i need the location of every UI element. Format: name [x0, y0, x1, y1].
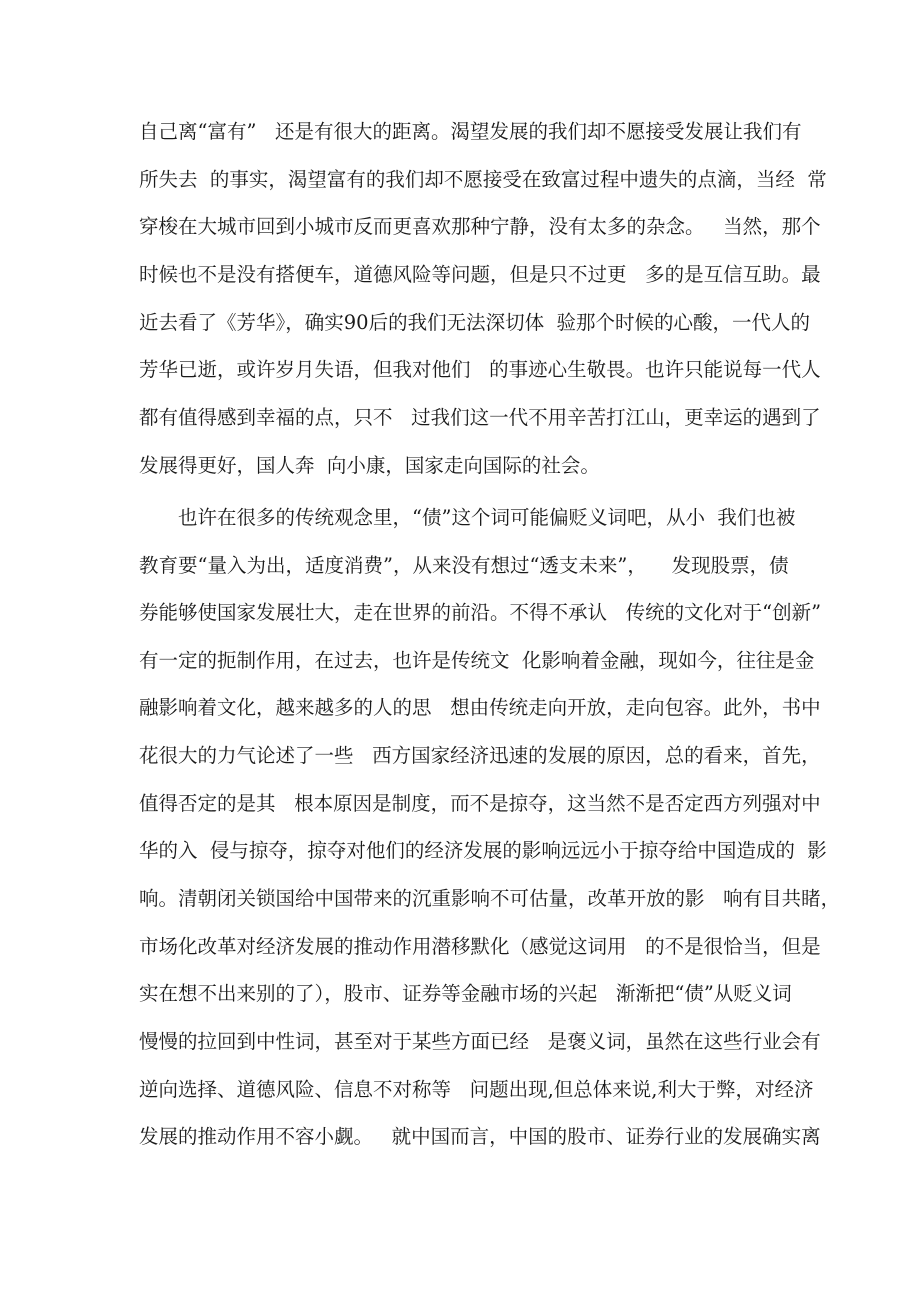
text-line: 发展的推动作用不容小觑。 就中国而言，中国的股市、证券行业的发展确实离: [139, 1125, 821, 1148]
text-line: 时候也不是没有搭便车，道德风险等问题，但是只不过更 多的是互信互助。最: [139, 263, 821, 286]
text-line: 发展得更好，国人奔 向小康，国家走向国际的社会。: [139, 454, 600, 477]
text-line: 有一定的扼制作用，在过去，也许是传统文 化影响着金融，现如今，往往是金: [139, 649, 815, 672]
text-line: 教育要“量入为出，适度消费”，从来没有想过“透支未来”， 发现股票，债: [139, 554, 789, 577]
text-line: 所失去 的事实，渴望富有的我们却不愿接受在致富过程中遗失的点滴，当经 常: [139, 168, 827, 191]
text-line: 花很大的力气论述了一些 西方国家经济迅速的发展的原因，总的看来，首先，: [139, 744, 821, 767]
text-line: 实在想不出来别的了），股市、证券等金融市场的兴起 渐渐把“债”从贬义词: [139, 982, 792, 1005]
text-line: 慢慢的拉回到中性词，甚至对于某些方面已经 是褒义词，虽然在这些行业会有: [139, 1030, 821, 1053]
text-line: 穿梭在大城市回到小城市反而更喜欢那种宁静，没有太多的杂念。 当然，那个: [139, 215, 821, 238]
text-line: 融影响着文化，越来越多的人的思 想由传统走向开放，走向包容。此外，书中: [139, 696, 821, 719]
text-line: 自己离“富有” 还是有很大的距离。渴望发展的我们却不愿接受发展让我们有: [139, 120, 802, 143]
text-line: 响。清朝闭关锁国给中国带来的沉重影响不可估量，改革开放的影 响有目共睹，: [139, 887, 841, 910]
text-line: 券能够使国家发展壮大，走在世界的前沿。不得不承认 传统的文化对于“创新”: [139, 601, 822, 624]
text-line: 都有值得感到幸福的点，只不 过我们这一代不用辛苦打江山，更幸运的遇到了: [139, 406, 821, 429]
text-line: 也许在很多的传统观念里，“债”这个词可能偏贬义词吧，从小 我们也被: [178, 506, 796, 529]
text-line: 市场化改革对经济发展的推动作用潜移默化（感觉这词用 的不是很恰当，但是: [139, 935, 821, 958]
text-line: 芳华已逝，或许岁月失语，但我对他们 的事迹心生敬畏。也许只能说每一代人: [139, 358, 821, 381]
text-line: 逆向选择、道德风险、信息不对称等 问题出现,但总体来说,利大于弊，对经济: [139, 1078, 814, 1101]
text-line: 华的入 侵与掠夺，掠夺对他们的经济发展的影响远远小于掠夺给中国造成的 影: [139, 839, 827, 862]
text-line: 近去看了《芳华》，确实90后的我们无法深切体 验那个时候的心酸，一代人的: [139, 311, 810, 334]
text-line: 值得否定的是其 根本原因是制度，而不是掠夺，这当然不是否定西方列强对中: [139, 792, 821, 815]
